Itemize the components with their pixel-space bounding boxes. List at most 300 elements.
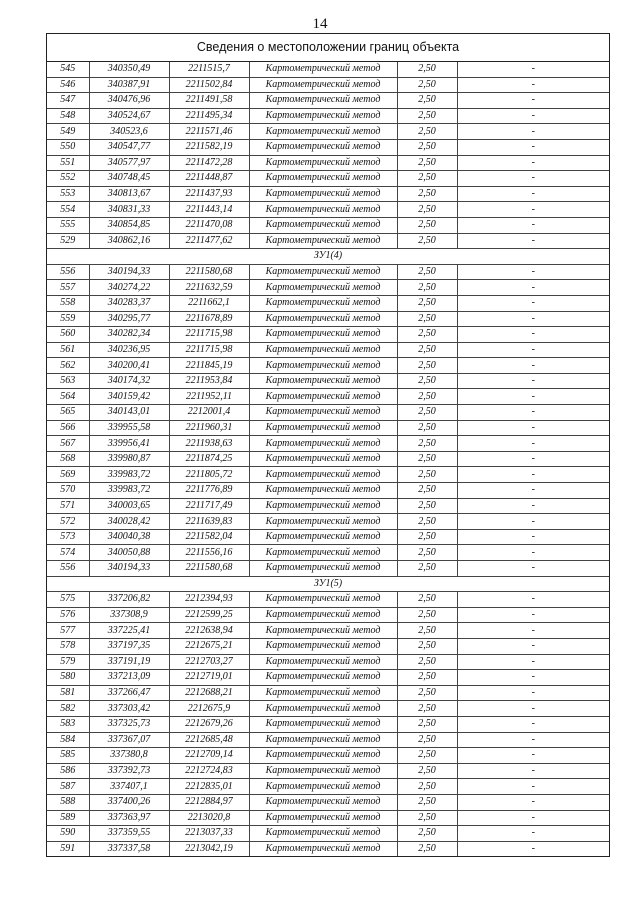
table-row — [47, 405, 609, 421]
note-cell: - — [457, 623, 609, 639]
point-number-cell: 559 — [47, 311, 89, 327]
y-coordinate-cell: 2212394,93 — [169, 592, 249, 608]
method-cell: Картометрический метод — [249, 794, 397, 810]
method-cell: Картометрический метод — [249, 311, 397, 327]
y-coordinate-cell: 2211582,04 — [169, 529, 249, 545]
method-cell: Картометрический метод — [249, 685, 397, 701]
method-cell: Картометрический метод — [249, 420, 397, 436]
method-cell: Картометрический метод — [249, 108, 397, 124]
accuracy-cell: 2,50 — [397, 748, 457, 764]
y-coordinate-cell: 2211477,62 — [169, 233, 249, 249]
method-cell: Картометрический метод — [249, 62, 397, 77]
method-cell: Картометрический метод — [249, 327, 397, 343]
table-row — [47, 638, 609, 654]
y-coordinate-cell: 2213042,19 — [169, 841, 249, 856]
method-cell: Картометрический метод — [249, 483, 397, 499]
y-coordinate-cell: 2211662,1 — [169, 295, 249, 311]
note-cell: - — [457, 561, 609, 577]
y-coordinate-cell: 2211582,19 — [169, 139, 249, 155]
note-cell: - — [457, 217, 609, 233]
table-row — [47, 561, 609, 577]
note-cell: - — [457, 171, 609, 187]
table-row — [47, 701, 609, 717]
note-cell: - — [457, 405, 609, 421]
y-coordinate-cell: 2212679,26 — [169, 716, 249, 732]
y-coordinate-cell: 2211556,16 — [169, 545, 249, 561]
point-number-cell: 574 — [47, 545, 89, 561]
point-number-cell: 583 — [47, 716, 89, 732]
point-number-cell: 591 — [47, 841, 89, 856]
coordinates-table-body — [47, 62, 609, 856]
note-cell: - — [457, 233, 609, 249]
accuracy-cell: 2,50 — [397, 420, 457, 436]
method-cell: Картометрический метод — [249, 810, 397, 826]
method-cell: Картометрический метод — [249, 295, 397, 311]
x-coordinate-cell: 340854,85 — [89, 217, 169, 233]
x-coordinate-cell: 337367,07 — [89, 732, 169, 748]
y-coordinate-cell: 2212835,01 — [169, 779, 249, 795]
note-cell: - — [457, 327, 609, 343]
accuracy-cell: 2,50 — [397, 93, 457, 109]
accuracy-cell: 2,50 — [397, 373, 457, 389]
method-cell: Картометрический метод — [249, 607, 397, 623]
point-number-cell: 546 — [47, 77, 89, 93]
x-coordinate-cell: 337206,82 — [89, 592, 169, 608]
page-number: 14 — [312, 16, 328, 32]
table-row — [47, 654, 609, 670]
note-cell: - — [457, 607, 609, 623]
table-row — [47, 685, 609, 701]
x-coordinate-cell: 337197,35 — [89, 638, 169, 654]
method-cell: Картометрический метод — [249, 561, 397, 577]
x-coordinate-cell: 339980,87 — [89, 451, 169, 467]
method-cell: Картометрический метод — [249, 654, 397, 670]
method-cell: Картометрический метод — [249, 186, 397, 202]
y-coordinate-cell: 2211715,98 — [169, 327, 249, 343]
point-number-cell: 569 — [47, 467, 89, 483]
x-coordinate-cell: 340476,96 — [89, 93, 169, 109]
accuracy-cell: 2,50 — [397, 498, 457, 514]
note-cell: - — [457, 420, 609, 436]
x-coordinate-cell: 340577,97 — [89, 155, 169, 171]
x-coordinate-cell: 337363,97 — [89, 810, 169, 826]
point-number-cell: 566 — [47, 420, 89, 436]
accuracy-cell: 2,50 — [397, 295, 457, 311]
method-cell: Картометрический метод — [249, 841, 397, 856]
table-row — [47, 93, 609, 109]
accuracy-cell: 2,50 — [397, 826, 457, 842]
point-number-cell: 529 — [47, 233, 89, 249]
y-coordinate-cell: 2211874,25 — [169, 451, 249, 467]
y-coordinate-cell: 2212638,94 — [169, 623, 249, 639]
y-coordinate-cell: 2211845,19 — [169, 358, 249, 374]
table-row — [47, 62, 609, 77]
x-coordinate-cell: 340748,45 — [89, 171, 169, 187]
method-cell: Картометрический метод — [249, 280, 397, 296]
point-number-cell: 572 — [47, 514, 89, 530]
x-coordinate-cell: 340524,67 — [89, 108, 169, 124]
note-cell: - — [457, 483, 609, 499]
table-row — [47, 607, 609, 623]
table-row — [47, 295, 609, 311]
accuracy-cell: 2,50 — [397, 779, 457, 795]
note-cell: - — [457, 358, 609, 374]
note-cell: - — [457, 139, 609, 155]
note-cell: - — [457, 716, 609, 732]
accuracy-cell: 2,50 — [397, 451, 457, 467]
table-row — [47, 139, 609, 155]
table-row — [47, 732, 609, 748]
method-cell: Картометрический метод — [249, 732, 397, 748]
accuracy-cell: 2,50 — [397, 217, 457, 233]
note-cell: - — [457, 467, 609, 483]
x-coordinate-cell: 337392,73 — [89, 763, 169, 779]
point-number-cell: 587 — [47, 779, 89, 795]
accuracy-cell: 2,50 — [397, 342, 457, 358]
x-coordinate-cell: 340283,37 — [89, 295, 169, 311]
note-cell: - — [457, 592, 609, 608]
y-coordinate-cell: 2212724,83 — [169, 763, 249, 779]
accuracy-cell: 2,50 — [397, 514, 457, 530]
y-coordinate-cell: 2212685,48 — [169, 732, 249, 748]
point-number-cell: 552 — [47, 171, 89, 187]
y-coordinate-cell: 2211632,59 — [169, 280, 249, 296]
y-coordinate-cell: 2211443,14 — [169, 202, 249, 218]
method-cell: Картометрический метод — [249, 467, 397, 483]
method-cell: Картометрический метод — [249, 358, 397, 374]
x-coordinate-cell: 340174,32 — [89, 373, 169, 389]
accuracy-cell: 2,50 — [397, 108, 457, 124]
note-cell: - — [457, 779, 609, 795]
x-coordinate-cell: 337225,41 — [89, 623, 169, 639]
accuracy-cell: 2,50 — [397, 202, 457, 218]
table-row — [47, 77, 609, 93]
table-row — [47, 748, 609, 764]
x-coordinate-cell: 337407,1 — [89, 779, 169, 795]
accuracy-cell: 2,50 — [397, 233, 457, 249]
table-row — [47, 763, 609, 779]
x-coordinate-cell: 340523,6 — [89, 124, 169, 140]
x-coordinate-cell: 340282,34 — [89, 327, 169, 343]
table-row — [47, 436, 609, 452]
table-row — [47, 716, 609, 732]
point-number-cell: 562 — [47, 358, 89, 374]
x-coordinate-cell: 339955,58 — [89, 420, 169, 436]
x-coordinate-cell: 340862,16 — [89, 233, 169, 249]
point-number-cell: 561 — [47, 342, 89, 358]
note-cell: - — [457, 748, 609, 764]
method-cell: Картометрический метод — [249, 171, 397, 187]
accuracy-cell: 2,50 — [397, 311, 457, 327]
note-cell: - — [457, 124, 609, 140]
note-cell: - — [457, 654, 609, 670]
accuracy-cell: 2,50 — [397, 124, 457, 140]
point-number-cell: 573 — [47, 529, 89, 545]
note-cell: - — [457, 810, 609, 826]
x-coordinate-cell: 340350,49 — [89, 62, 169, 77]
table-row — [47, 124, 609, 140]
method-cell: Картометрический метод — [249, 233, 397, 249]
table-row — [47, 186, 609, 202]
table-row — [47, 358, 609, 374]
y-coordinate-cell: 2212675,9 — [169, 701, 249, 717]
x-coordinate-cell: 337380,8 — [89, 748, 169, 764]
method-cell: Картометрический метод — [249, 451, 397, 467]
coordinates-sheet — [46, 33, 610, 857]
point-number-cell: 578 — [47, 638, 89, 654]
x-coordinate-cell: 337337,58 — [89, 841, 169, 856]
x-coordinate-cell: 337359,55 — [89, 826, 169, 842]
note-cell: - — [457, 373, 609, 389]
accuracy-cell: 2,50 — [397, 186, 457, 202]
point-number-cell: 557 — [47, 280, 89, 296]
accuracy-cell: 2,50 — [397, 264, 457, 280]
note-cell: - — [457, 202, 609, 218]
point-number-cell: 571 — [47, 498, 89, 514]
note-cell: - — [457, 389, 609, 405]
table-row — [47, 233, 609, 249]
note-cell: - — [457, 498, 609, 514]
accuracy-cell: 2,50 — [397, 561, 457, 577]
accuracy-cell: 2,50 — [397, 280, 457, 296]
method-cell: Картометрический метод — [249, 405, 397, 421]
x-coordinate-cell: 340050,88 — [89, 545, 169, 561]
accuracy-cell: 2,50 — [397, 716, 457, 732]
y-coordinate-cell: 2211472,28 — [169, 155, 249, 171]
method-cell: Картометрический метод — [249, 77, 397, 93]
method-cell: Картометрический метод — [249, 202, 397, 218]
method-cell: Картометрический метод — [249, 389, 397, 405]
note-cell: - — [457, 93, 609, 109]
y-coordinate-cell: 2211491,58 — [169, 93, 249, 109]
point-number-cell: 570 — [47, 483, 89, 499]
note-cell: - — [457, 62, 609, 77]
y-coordinate-cell: 2211580,68 — [169, 561, 249, 577]
accuracy-cell: 2,50 — [397, 732, 457, 748]
table-row — [47, 342, 609, 358]
point-number-cell: 545 — [47, 62, 89, 77]
point-number-cell: 589 — [47, 810, 89, 826]
accuracy-cell: 2,50 — [397, 77, 457, 93]
note-cell: - — [457, 342, 609, 358]
method-cell: Картометрический метод — [249, 139, 397, 155]
method-cell: Картометрический метод — [249, 498, 397, 514]
y-coordinate-cell: 2211571,46 — [169, 124, 249, 140]
x-coordinate-cell: 337400,26 — [89, 794, 169, 810]
y-coordinate-cell: 2211639,83 — [169, 514, 249, 530]
note-cell: - — [457, 763, 609, 779]
accuracy-cell: 2,50 — [397, 483, 457, 499]
note-cell: - — [457, 545, 609, 561]
section-row — [47, 249, 609, 265]
x-coordinate-cell: 340813,67 — [89, 186, 169, 202]
point-number-cell: 585 — [47, 748, 89, 764]
table-row — [47, 623, 609, 639]
point-number-cell: 586 — [47, 763, 89, 779]
accuracy-cell: 2,50 — [397, 638, 457, 654]
accuracy-cell: 2,50 — [397, 436, 457, 452]
x-coordinate-cell: 339983,72 — [89, 467, 169, 483]
table-row — [47, 545, 609, 561]
method-cell: Картометрический метод — [249, 264, 397, 280]
table-row — [47, 389, 609, 405]
x-coordinate-cell: 340040,38 — [89, 529, 169, 545]
note-cell: - — [457, 670, 609, 686]
accuracy-cell: 2,50 — [397, 654, 457, 670]
method-cell: Картометрический метод — [249, 716, 397, 732]
note-cell: - — [457, 732, 609, 748]
point-number-cell: 555 — [47, 217, 89, 233]
method-cell: Картометрический метод — [249, 670, 397, 686]
method-cell: Картометрический метод — [249, 217, 397, 233]
accuracy-cell: 2,50 — [397, 810, 457, 826]
x-coordinate-cell: 340200,41 — [89, 358, 169, 374]
point-number-cell: 564 — [47, 389, 89, 405]
y-coordinate-cell: 2211448,87 — [169, 171, 249, 187]
table-row — [47, 779, 609, 795]
section-label: ЗУ1(5) — [47, 576, 609, 592]
point-number-cell: 580 — [47, 670, 89, 686]
point-number-cell: 553 — [47, 186, 89, 202]
table-row — [47, 217, 609, 233]
y-coordinate-cell: 2211437,93 — [169, 186, 249, 202]
point-number-cell: 551 — [47, 155, 89, 171]
method-cell: Картометрический метод — [249, 373, 397, 389]
x-coordinate-cell: 337303,42 — [89, 701, 169, 717]
table-row — [47, 670, 609, 686]
y-coordinate-cell: 2212599,25 — [169, 607, 249, 623]
point-number-cell: 590 — [47, 826, 89, 842]
table-row — [47, 467, 609, 483]
note-cell: - — [457, 295, 609, 311]
accuracy-cell: 2,50 — [397, 529, 457, 545]
note-cell: - — [457, 155, 609, 171]
x-coordinate-cell: 337213,09 — [89, 670, 169, 686]
y-coordinate-cell: 2212719,01 — [169, 670, 249, 686]
accuracy-cell: 2,50 — [397, 592, 457, 608]
accuracy-cell: 2,50 — [397, 623, 457, 639]
note-cell: - — [457, 841, 609, 856]
note-cell: - — [457, 514, 609, 530]
table-row — [47, 373, 609, 389]
note-cell: - — [457, 311, 609, 327]
table-row — [47, 451, 609, 467]
point-number-cell: 584 — [47, 732, 89, 748]
y-coordinate-cell: 2211502,84 — [169, 77, 249, 93]
accuracy-cell: 2,50 — [397, 685, 457, 701]
table-row — [47, 498, 609, 514]
y-coordinate-cell: 2212709,14 — [169, 748, 249, 764]
table-row — [47, 841, 609, 856]
y-coordinate-cell: 2211776,89 — [169, 483, 249, 499]
accuracy-cell: 2,50 — [397, 405, 457, 421]
accuracy-cell: 2,50 — [397, 327, 457, 343]
accuracy-cell: 2,50 — [397, 701, 457, 717]
method-cell: Картометрический метод — [249, 638, 397, 654]
note-cell: - — [457, 701, 609, 717]
note-cell: - — [457, 436, 609, 452]
point-number-cell: 568 — [47, 451, 89, 467]
y-coordinate-cell: 2212703,27 — [169, 654, 249, 670]
point-number-cell: 576 — [47, 607, 89, 623]
y-coordinate-cell: 2211495,34 — [169, 108, 249, 124]
accuracy-cell: 2,50 — [397, 670, 457, 686]
point-number-cell: 547 — [47, 93, 89, 109]
x-coordinate-cell: 340028,42 — [89, 514, 169, 530]
y-coordinate-cell: 2212884,97 — [169, 794, 249, 810]
x-coordinate-cell: 337308,9 — [89, 607, 169, 623]
point-number-cell: 548 — [47, 108, 89, 124]
table-row — [47, 108, 609, 124]
table-row — [47, 280, 609, 296]
point-number-cell: 581 — [47, 685, 89, 701]
note-cell: - — [457, 451, 609, 467]
x-coordinate-cell: 340831,33 — [89, 202, 169, 218]
x-coordinate-cell: 337325,73 — [89, 716, 169, 732]
y-coordinate-cell: 2212675,21 — [169, 638, 249, 654]
x-coordinate-cell: 340194,33 — [89, 264, 169, 280]
y-coordinate-cell: 2213020,8 — [169, 810, 249, 826]
table-row — [47, 171, 609, 187]
method-cell: Картометрический метод — [249, 623, 397, 639]
note-cell: - — [457, 108, 609, 124]
method-cell: Картометрический метод — [249, 93, 397, 109]
y-coordinate-cell: 2212001,4 — [169, 405, 249, 421]
x-coordinate-cell: 340003,65 — [89, 498, 169, 514]
y-coordinate-cell: 2211805,72 — [169, 467, 249, 483]
coordinates-table — [47, 62, 609, 856]
accuracy-cell: 2,50 — [397, 358, 457, 374]
table-row — [47, 529, 609, 545]
x-coordinate-cell: 340547,77 — [89, 139, 169, 155]
accuracy-cell: 2,50 — [397, 794, 457, 810]
method-cell: Картометрический метод — [249, 748, 397, 764]
table-title: Сведения о местоположении границ объекта — [47, 34, 609, 62]
table-row — [47, 202, 609, 218]
table-row — [47, 592, 609, 608]
note-cell: - — [457, 264, 609, 280]
point-number-cell: 565 — [47, 405, 89, 421]
x-coordinate-cell: 337266,47 — [89, 685, 169, 701]
y-coordinate-cell: 2212688,21 — [169, 685, 249, 701]
method-cell: Картометрический метод — [249, 592, 397, 608]
y-coordinate-cell: 2211717,49 — [169, 498, 249, 514]
method-cell: Картометрический метод — [249, 779, 397, 795]
x-coordinate-cell: 339983,72 — [89, 483, 169, 499]
note-cell: - — [457, 826, 609, 842]
x-coordinate-cell: 340387,91 — [89, 77, 169, 93]
point-number-cell: 549 — [47, 124, 89, 140]
x-coordinate-cell: 340236,95 — [89, 342, 169, 358]
point-number-cell: 582 — [47, 701, 89, 717]
method-cell: Картометрический метод — [249, 155, 397, 171]
note-cell: - — [457, 77, 609, 93]
accuracy-cell: 2,50 — [397, 389, 457, 405]
x-coordinate-cell: 337191,19 — [89, 654, 169, 670]
table-row — [47, 514, 609, 530]
note-cell: - — [457, 638, 609, 654]
point-number-cell: 563 — [47, 373, 89, 389]
y-coordinate-cell: 2211470,08 — [169, 217, 249, 233]
section-row — [47, 576, 609, 592]
method-cell: Картометрический метод — [249, 436, 397, 452]
point-number-cell: 550 — [47, 139, 89, 155]
note-cell: - — [457, 186, 609, 202]
method-cell: Картометрический метод — [249, 514, 397, 530]
accuracy-cell: 2,50 — [397, 841, 457, 856]
accuracy-cell: 2,50 — [397, 155, 457, 171]
x-coordinate-cell: 340274,22 — [89, 280, 169, 296]
